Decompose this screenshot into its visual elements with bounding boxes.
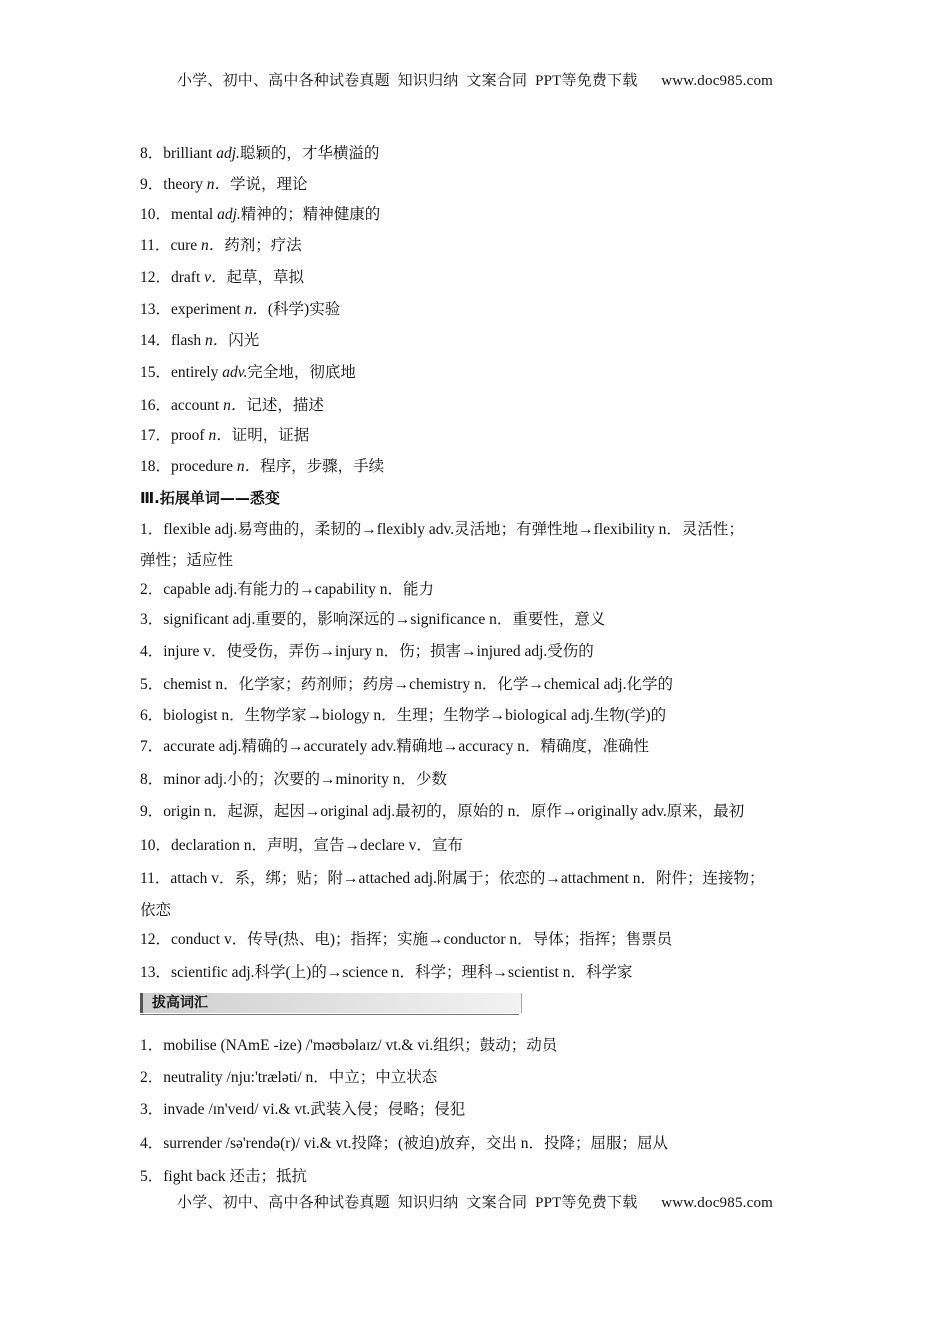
item-number: 10．: [140, 206, 172, 223]
divider: [140, 1014, 519, 1015]
section-heading-extension: Ⅲ.拓展单词——悉变: [140, 489, 280, 507]
word: procedure: [171, 458, 237, 475]
word: theory: [163, 176, 207, 193]
page-footer: 小学、初中、高中各种试卷真题 知识归纳 文案合同 PPT等免费下载 www.doc985.com: [176, 1195, 774, 1211]
adv-line: 5．fight back 还击；抵抗: [140, 1168, 308, 1185]
adv-line: 4．surrender /sə'rendə(r)/ vi.& vt.投降；(被迫)放弃，交出 n．投降；屈服；屈从: [140, 1135, 668, 1152]
item-number: 14．: [140, 332, 172, 349]
item-number: 11．: [140, 237, 171, 254]
item-number: 17．: [140, 427, 172, 444]
item-number: 16．: [140, 397, 172, 414]
word: flash: [171, 332, 206, 349]
part-of-speech: adj.: [217, 206, 241, 223]
word-item-10: [140, 205, 820, 225]
ext-line: 1．flexible adj.易弯曲的，柔韧的→flexibly adv.灵活地；有弹性地→flexibility n．灵活性；: [140, 521, 744, 538]
ext-line: 9．origin n．起源，起因→original adj.最初的，原始的 n．原作→originally adv.原来，最初: [140, 803, 745, 820]
definition: 精神的；精神健康的: [240, 206, 381, 223]
part-of-speech: n．: [205, 332, 229, 349]
definition: 闪光: [228, 332, 260, 349]
part-of-speech: adv.: [222, 364, 248, 381]
ext-line: 7．accurate adj.精确的→accurately adv.精确地→accuracy n．精确度，准确性: [140, 738, 650, 755]
definition: 起草，草拟: [226, 269, 305, 286]
word-item-13: [140, 300, 820, 320]
word: draft: [171, 269, 205, 286]
ext-line: 依恋: [140, 902, 172, 919]
definition: 完全地，彻底地: [247, 364, 356, 381]
part-of-speech: n．: [208, 427, 232, 444]
part-of-speech: n．: [200, 237, 225, 254]
item-number: 9．: [140, 176, 164, 193]
adv-line: 2．neutrality /nju:'træləti/ n．中立；中立状态: [140, 1069, 438, 1086]
page-header: 小学、初中、高中各种试卷真题 知识归纳 文案合同 PPT等免费下载 www.doc985.com: [176, 73, 774, 89]
word: proof: [171, 427, 209, 444]
definition: 聪颖的，才华横溢的: [239, 145, 380, 162]
ext-line: 弹性；适应性: [140, 552, 234, 569]
definition: 程序，步骤，手续: [260, 458, 385, 475]
word-item-8: [140, 144, 820, 164]
word-item-9: [140, 175, 820, 195]
ext-line: 6．biologist n．生物学家→biology n．生理；生物学→biological adj.生物(学)的: [140, 707, 667, 724]
item-number: 15．: [140, 364, 172, 381]
word: account: [171, 397, 224, 414]
definition: (科学)实验: [267, 301, 341, 318]
ext-line: 11．attach v．系，绑；贴；附→attached adj.附属于；依恋的→attachment n．附件；连接物；: [140, 870, 765, 887]
part-of-speech: v．: [204, 269, 227, 286]
definition: 证明，证据: [231, 427, 310, 444]
item-number: 13．: [140, 301, 172, 318]
part-of-speech: n．: [236, 458, 261, 475]
definition: 记述，描述: [246, 397, 324, 414]
word-item-12: [140, 268, 820, 288]
ext-line: 13．scientific adj.科学(上)的→science n．科学；理科→scientist n．科学家: [140, 964, 633, 981]
word-item-17: [140, 426, 820, 446]
part-of-speech: adj.: [216, 145, 240, 162]
definition: 学说，理论: [230, 176, 308, 193]
word: brilliant: [163, 145, 217, 162]
adv-line: 3．invade /ɪn'veɪd/ vi.& vt.武装入侵；侵略；侵犯: [140, 1101, 466, 1118]
word: mental: [171, 206, 218, 223]
part-of-speech: n．: [244, 301, 268, 318]
word-item-11: [140, 236, 820, 256]
word-item-14: [140, 331, 820, 351]
word: entirely: [171, 364, 223, 381]
ext-line: 10．declaration n．声明，宣告→declare v．宣布: [140, 837, 463, 854]
word: cure: [170, 237, 201, 254]
part-of-speech: n．: [206, 176, 231, 193]
ext-line: 8．minor adj.小的；次要的→minority n．少数: [140, 771, 447, 788]
ext-line: 5．chemist n．化学家；药剂师；药房→chemistry n．化学→chemical adj.化学的: [140, 676, 673, 693]
item-number: 12．: [140, 269, 172, 286]
ext-line: 3．significant adj.重要的，影响深远的→significance n．重要性，意义: [140, 611, 606, 628]
item-number: 8．: [140, 145, 164, 162]
ext-line: 4．injure v．使受伤，弄伤→injury n．伤；损害→injured adj.受伤的: [140, 643, 594, 660]
ext-line: 12．conduct v．传导(热、电)；指挥；实施→conductor n．导体；指挥；售票员: [140, 931, 673, 948]
section-banner-advanced: [140, 993, 522, 1013]
part-of-speech: n．: [223, 397, 247, 414]
word-item-16: [140, 396, 820, 416]
item-number: 18．: [140, 458, 172, 475]
ext-line: 2．capable adj.有能力的→capability n．能力: [140, 581, 435, 598]
adv-line: 1．mobilise (NAmE -ize) /'məʊbəlaɪz/ vt.& vi.组织；鼓动；动员: [140, 1037, 558, 1054]
word-item-15: [140, 363, 820, 383]
word: experiment: [171, 301, 245, 318]
word-item-18: [140, 457, 820, 477]
section-banner-label: 拔高词汇: [152, 995, 208, 1011]
definition: 药剂；疗法: [224, 237, 302, 254]
